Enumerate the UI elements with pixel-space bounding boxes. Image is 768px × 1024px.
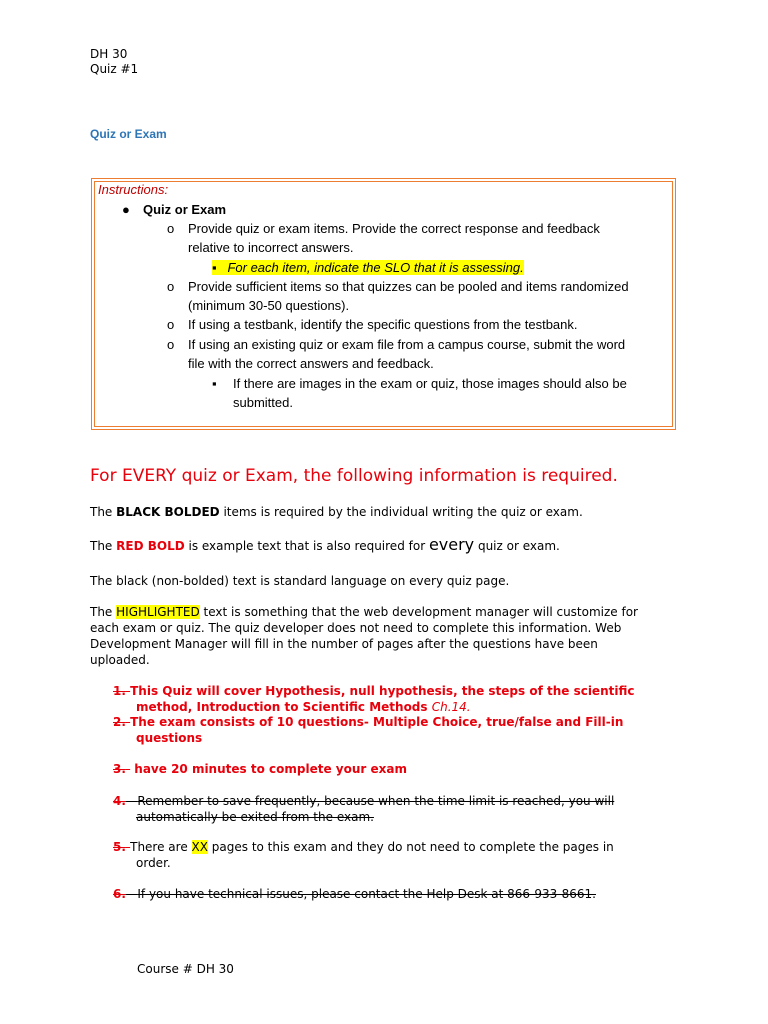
instructions-label: Instructions: [98, 182, 169, 197]
circle-bullet-icon: o [167, 221, 175, 236]
list-item-5: 5. There are XX pages to this exam and they do not need to complete the pages in order. [113, 840, 614, 870]
paragraph-standard: The black (non-bolded) text is standard language on every quiz page. [90, 574, 510, 588]
circle-bullet-icon: o [167, 279, 175, 294]
list-item-3: 3. have 20 minutes to complete your exam [113, 762, 407, 776]
quiz-number: Quiz #1 [90, 62, 139, 76]
list-item-slo: ▪ For each item, indicate the SLO that it is assessing. [212, 260, 524, 275]
circle-bullet-icon: o [167, 317, 175, 332]
instructions-box: Instructions: ● Quiz or Exam o Provide quiz or exam items. Provide the correct response and feedback relative to incorrect answers. ▪ For each item, indicate the SLO that it is assessing. o Provide sufficient items so that quizzes can be pooled and items randomized (minimum 30-50 questions). o If using a testbank, identify the specific questions from the testbank. o If using an existing quiz or exam file from a campus course, submit the word file with the correct answers and feedback. ▪ If there are images in the exam or quiz, those images should also be submitted. [91, 178, 676, 430]
list-item-6: 6. If you have technical issues, please contact the Help Desk at 866-933-8661. [113, 887, 596, 901]
list-item-4: 4. Remember to save frequently, because when the time limit is reached, you will automatically be exited from the exam. [113, 794, 615, 824]
square-bullet-icon: ▪ [212, 376, 217, 391]
paragraph-black-bolded: The BLACK BOLDED items is required by the individual writing the quiz or exam. [90, 505, 583, 519]
circle-bullet-icon: o [167, 337, 175, 352]
paragraph-highlighted: The HIGHLIGHTED text is something that the web development manager will customize for each exam or quiz. The quiz developer does not need to complete this information. Web Development Manager will fill in the number of pages after the questions have been uploaded. [90, 605, 638, 667]
section-title: Quiz or Exam [90, 127, 167, 141]
paragraph-red-bold: The RED BOLD is example text that is also required for every quiz or exam. [90, 535, 560, 554]
bullet-dot-icon: ● [122, 202, 130, 217]
required-info-heading: For EVERY quiz or Exam, the following information is required. [90, 466, 618, 486]
course-code: DH 30 [90, 47, 128, 61]
list-item-2: 2. The exam consists of 10 questions- Multiple Choice, true/false and Fill-in questions [113, 715, 624, 745]
page-footer: Course # DH 30 [137, 962, 234, 976]
list-item-1: 1. This Quiz will cover Hypothesis, null hypothesis, the steps of the scientific method, Introduction to Scientific Methods Ch.14. [113, 684, 635, 714]
square-bullet-icon: ▪ [212, 260, 217, 275]
